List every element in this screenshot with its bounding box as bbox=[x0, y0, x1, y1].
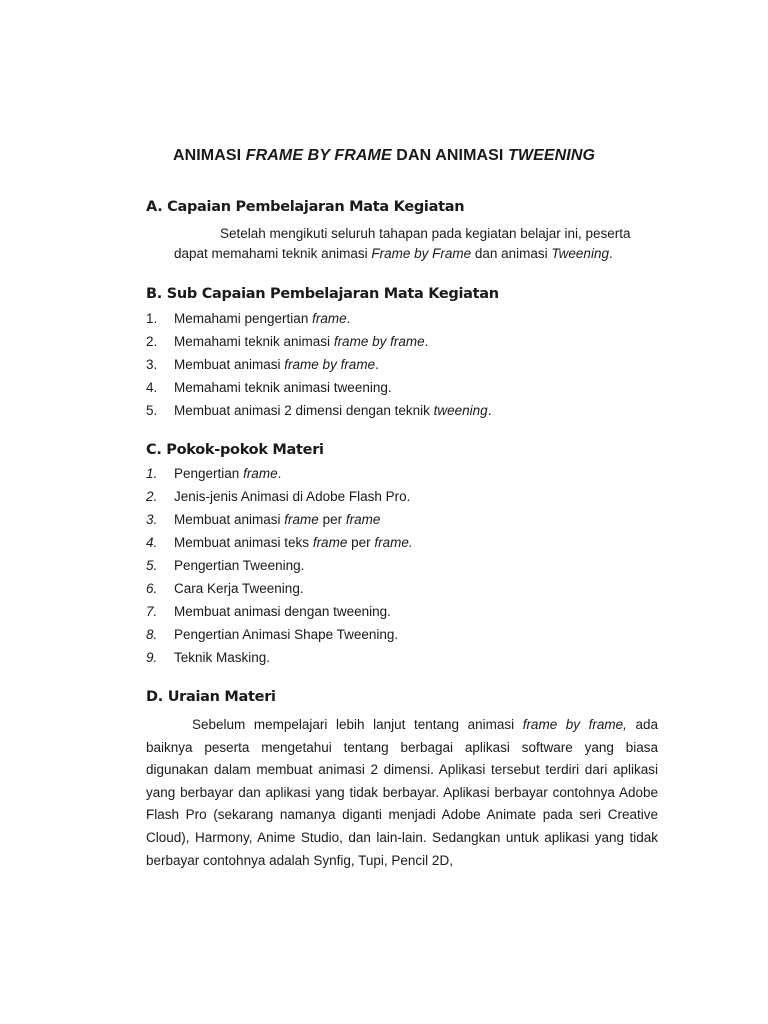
list-item-number: 3. bbox=[146, 512, 158, 527]
text-run: per bbox=[347, 535, 375, 550]
list-item-number: 6. bbox=[146, 581, 158, 596]
list-item bbox=[146, 508, 666, 531]
italic-text-run: Frame by Frame bbox=[371, 246, 472, 261]
list-item bbox=[146, 646, 666, 669]
italic-text-run: frame bbox=[312, 311, 347, 326]
list-item-number: 5. bbox=[146, 558, 158, 573]
list-item bbox=[146, 600, 666, 623]
list-item-text bbox=[174, 462, 281, 485]
section-a-heading: A. Capaian Pembelajaran Mata Kegiatan bbox=[146, 199, 465, 215]
italic-text-run: frame bbox=[243, 466, 278, 481]
list-item bbox=[146, 531, 666, 554]
text-run: Teknik Masking. bbox=[174, 650, 271, 665]
section-c-heading: C. Pokok-pokok Materi bbox=[146, 442, 324, 458]
text-run: ANIMASI bbox=[172, 147, 246, 164]
text-run: . bbox=[608, 246, 613, 261]
text-run: . bbox=[277, 466, 282, 481]
text-run: . bbox=[424, 334, 429, 349]
italic-text-run: frame by frame bbox=[333, 334, 425, 349]
text-run: ada baiknya peserta mengetahui tentang berbagai aplikasi software yang biasa digunakan dalam membuat animasi 2 dimensi. Aplikasi tersebut terdiri dari aplikasi yang berbayar dan aplikasi yang tidak berbayar. Aplikasi berbayar contohnya Adobe Flash Pro (sekarang namanya diganti menjadi Adobe Animate pada seri Creative Cloud), Harmony, Anime Studio, dan lain-lain. Sedangkan untuk aplikasi yang tidak berbayar contohnya adalah Synfig, Tupi, Pencil 2D, bbox=[146, 717, 659, 868]
text-run: Pengertian Animasi Shape Tweening. bbox=[174, 627, 399, 642]
text-run: dan animasi bbox=[471, 246, 552, 261]
text-run: dapat memahami teknik animasi bbox=[174, 246, 372, 261]
list-item-text bbox=[174, 577, 304, 600]
list-item-number: 4. bbox=[146, 535, 158, 550]
section-d-heading: D. Uraian Materi bbox=[146, 689, 276, 705]
text-run: Membuat animasi teks bbox=[174, 535, 313, 550]
list-item-number: 8. bbox=[146, 627, 158, 642]
list-item bbox=[146, 554, 666, 577]
list-item-text bbox=[174, 508, 380, 531]
document-title bbox=[0, 147, 768, 165]
list-item-number: 7. bbox=[146, 604, 158, 619]
text-run: Membuat animasi 2 dimensi dengan teknik bbox=[174, 403, 434, 418]
list-item bbox=[146, 376, 666, 399]
list-item-text bbox=[174, 623, 398, 646]
text-run: . bbox=[375, 357, 379, 372]
list-item-text bbox=[174, 646, 270, 669]
list-item bbox=[146, 307, 666, 330]
list-item bbox=[146, 399, 666, 422]
italic-text-run: frame by frame, bbox=[522, 717, 627, 732]
section-b-heading: B. Sub Capaian Pembelajaran Mata Kegiatan bbox=[146, 286, 499, 302]
text-run: . bbox=[487, 403, 492, 418]
italic-text-run: tweening bbox=[433, 403, 488, 418]
list-item bbox=[146, 353, 666, 376]
list-item-text bbox=[174, 353, 379, 376]
list-item-text bbox=[174, 531, 413, 554]
list-item bbox=[146, 623, 666, 646]
italic-text-run: Tweening bbox=[551, 246, 609, 261]
text-run: Pengertian Tweening. bbox=[174, 558, 305, 573]
list-item bbox=[146, 330, 666, 353]
text-run: Memahami teknik animasi tweening. bbox=[174, 380, 392, 395]
section-d-body bbox=[146, 714, 658, 872]
list-item bbox=[146, 462, 666, 485]
section-a-line2 bbox=[174, 246, 654, 261]
italic-text-run: TWEENING bbox=[508, 147, 596, 164]
list-item bbox=[146, 577, 666, 600]
text-run: Membuat animasi bbox=[174, 512, 285, 527]
text-run: Membuat animasi dengan tweening. bbox=[174, 604, 391, 619]
text-run: per bbox=[318, 512, 346, 527]
text-run: Pengertian bbox=[174, 466, 244, 481]
italic-text-run: FRAME BY FRAME bbox=[245, 147, 392, 164]
list-item-number: 1. bbox=[146, 466, 158, 481]
list-item bbox=[146, 485, 666, 508]
italic-text-run: frame bbox=[312, 535, 348, 550]
list-item-number: 2. bbox=[146, 489, 158, 504]
section-b-list bbox=[146, 307, 666, 422]
text-run: Memahami teknik animasi bbox=[174, 334, 334, 349]
italic-text-run: frame by frame bbox=[284, 357, 376, 372]
list-item-text bbox=[174, 399, 491, 422]
italic-text-run: frame bbox=[284, 512, 319, 527]
italic-text-run: frame. bbox=[374, 535, 413, 550]
text-run: DAN ANIMASI bbox=[391, 147, 509, 164]
list-item-text bbox=[174, 376, 392, 399]
list-item-number: 5. bbox=[146, 403, 158, 418]
section-c-list bbox=[146, 462, 666, 669]
text-run: Memahami pengertian bbox=[174, 311, 313, 326]
list-item-text bbox=[174, 330, 428, 353]
list-item-number: 2. bbox=[146, 334, 158, 349]
text-run: Membuat animasi bbox=[174, 357, 285, 372]
text-run: Jenis-jenis Animasi di Adobe Flash Pro. bbox=[174, 489, 411, 504]
list-item-text bbox=[174, 485, 410, 508]
list-item-number: 9. bbox=[146, 650, 158, 665]
list-item-number: 1. bbox=[146, 311, 158, 326]
section-a-line1: Setelah mengikuti seluruh tahapan pada kegiatan belajar ini, peserta bbox=[220, 226, 631, 241]
list-item-text bbox=[174, 600, 391, 623]
list-item-number: 4. bbox=[146, 380, 158, 395]
list-item-text bbox=[174, 307, 350, 330]
italic-text-run: frame bbox=[345, 512, 381, 527]
list-item-number: 3. bbox=[146, 357, 158, 372]
text-run: Cara Kerja Tweening. bbox=[174, 581, 304, 596]
text-run: Sebelum mempelajari lebih lanjut tentang animasi bbox=[192, 717, 523, 732]
list-item-text bbox=[174, 554, 304, 577]
text-run: . bbox=[346, 311, 351, 326]
